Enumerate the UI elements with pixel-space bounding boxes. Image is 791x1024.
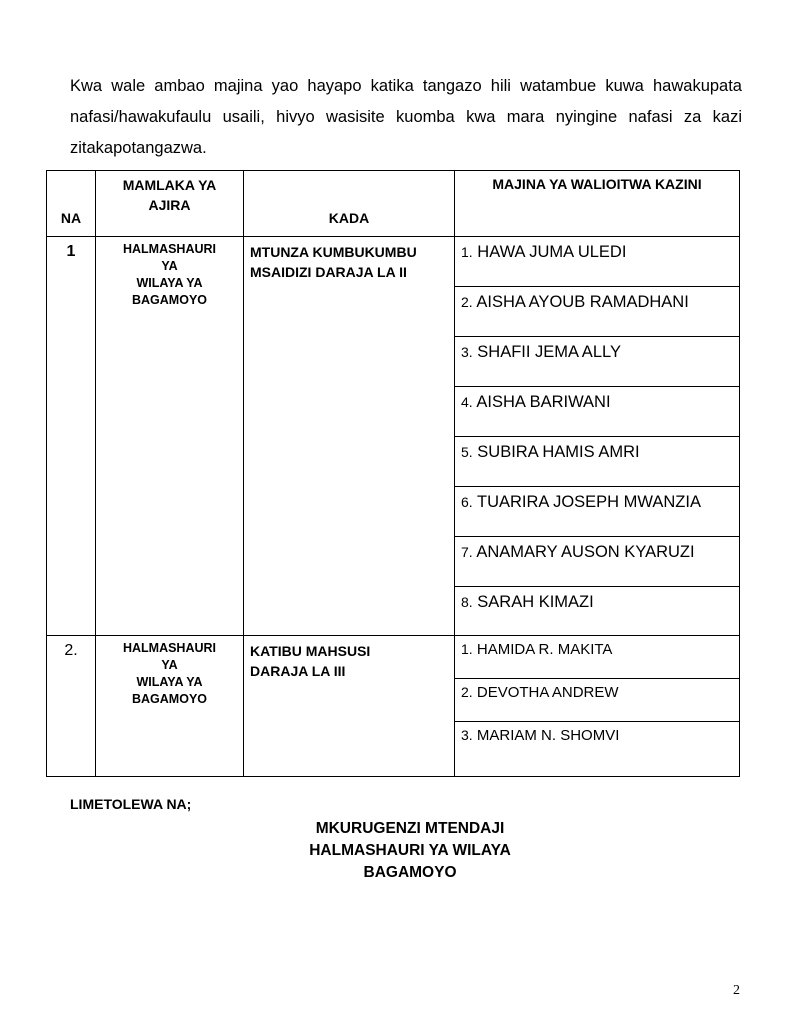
issued-by-label: LIMETOLEWA NA; — [70, 796, 192, 812]
list-item: 3. SHAFII JEMA ALLY — [455, 337, 739, 387]
list-item: 8. SARAH KIMAZI — [461, 593, 594, 611]
page-number: 2 — [733, 983, 740, 998]
employment-table — [46, 170, 740, 777]
header-na: NA — [47, 171, 96, 237]
list-item: 4. AISHA BARIWANI — [455, 387, 739, 437]
table-header-row — [47, 171, 740, 237]
names-cell — [455, 636, 740, 777]
signature-line: BAGAMOYO — [363, 864, 457, 881]
header-majina: MAJINA YA WALIOITWA KAZINI — [455, 171, 740, 237]
list-item: 2. AISHA AYOUB RAMADHANI — [455, 287, 739, 337]
employer-cell: HALMASHAURI YA WILAYA YA BAGAMOYO — [96, 636, 244, 777]
header-mamlaka: MAMLAKA YA AJIRA — [96, 171, 244, 237]
list-item: 5. SUBIRA HAMIS AMRI — [455, 437, 739, 487]
list-item: 1. HAWA JUMA ULEDI — [455, 237, 739, 287]
position-cell: MTUNZA KUMBUKUMBU MSAIDIZI DARAJA LA II — [244, 237, 455, 636]
employer-cell: HALMASHAURI YA WILAYA YA BAGAMOYO — [96, 237, 244, 636]
header-kada: KADA — [244, 171, 455, 237]
signature-block — [205, 818, 615, 884]
list-item: 2. DEVOTHA ANDREW — [455, 679, 739, 722]
row-number: 2. — [47, 636, 96, 777]
table-row — [47, 237, 740, 636]
list-item: 3. MARIAM N. SHOMVI — [461, 727, 620, 744]
signature-line: HALMASHAURI YA WILAYA — [309, 842, 511, 859]
table-row — [47, 636, 740, 777]
position-cell: KATIBU MAHSUSI DARAJA LA III — [244, 636, 455, 777]
intro-paragraph: Kwa wale ambao majina yao hayapo katika tangazo hili watambue kuwa hawakupata nafasi/hawakufaulu usaili, hivyo wasisite kuomba kwa mara nyingine nafasi za kazi zitakapotangazwa. — [70, 76, 742, 157]
list-item: 1. HAMIDA R. MAKITA — [455, 636, 739, 679]
list-item: 7. ANAMARY AUSON KYARUZI — [455, 537, 739, 587]
list-item: 6. TUARIRA JOSEPH MWANZIA — [455, 487, 739, 537]
row-number: 1 — [47, 237, 96, 636]
signature-line: MKURUGENZI MTENDAJI — [315, 820, 505, 837]
names-cell — [455, 237, 740, 636]
